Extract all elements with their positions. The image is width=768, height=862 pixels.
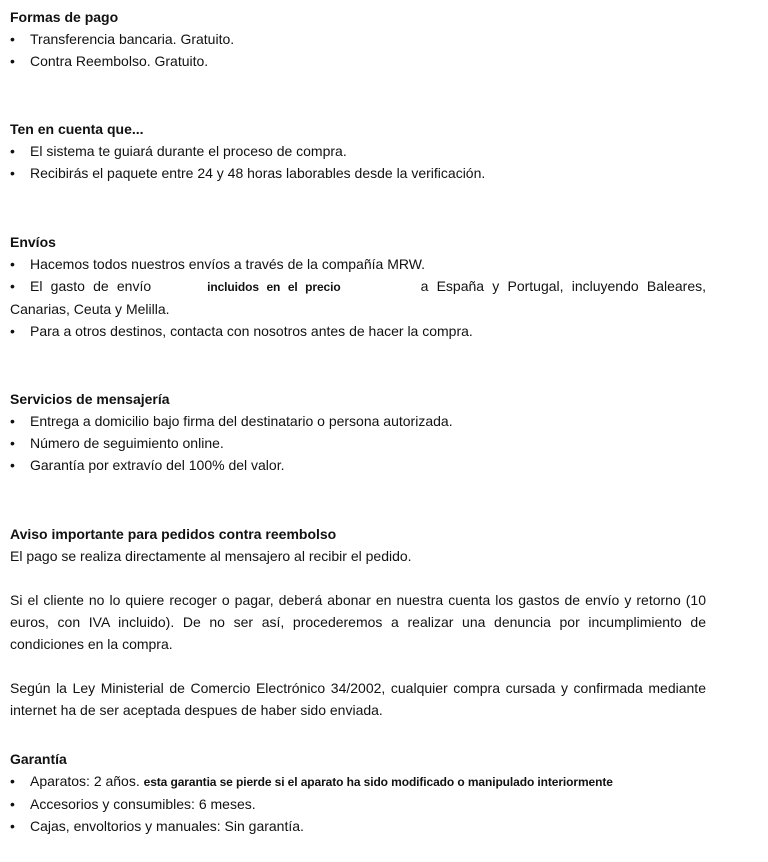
payment-methods-section bbox=[10, 6, 706, 72]
list-item: • Transferencia bancaria. Gratuito. bbox=[10, 28, 706, 50]
courier-services-list bbox=[10, 410, 706, 476]
bullet-icon: • bbox=[10, 31, 15, 47]
cod-notice-paragraph: El pago se realiza directamente al mensajero al recibir el pedido. bbox=[10, 548, 412, 564]
list-item: • Garantía por extravío del 100% del valor. bbox=[10, 454, 706, 476]
bullet-icon: • bbox=[10, 165, 15, 181]
list-item: • El gasto de envío incluidos en el precio a España y Portugal, incluyendo Baleares, Canarias, Ceuta y Melilla. bbox=[10, 275, 706, 320]
cod-notice-paragraph: Si el cliente no lo quiere recoger o pagar, deberá abonar en nuestra cuenta los gastos de envío y retorno (10 euros, con IVA incluido). De no ser así, procederemos a realizar una denuncia por incumplimiento de condiciones en la compra. bbox=[10, 592, 706, 652]
notes-list bbox=[10, 140, 706, 184]
cod-notice-title: Aviso importante para pedidos contra reembolso bbox=[10, 526, 337, 542]
warranty-void-notice: esta garantia se pierde si el aparato ha sido modificado o manipulado interiormente bbox=[143, 775, 613, 789]
shipping-title: Envíos bbox=[10, 234, 56, 250]
courier-services-section bbox=[10, 388, 706, 476]
shipping-section bbox=[10, 231, 706, 342]
bullet-icon: • bbox=[10, 256, 15, 272]
bullet-icon: • bbox=[10, 53, 15, 69]
list-item: • Aparatos: 2 años. esta garantia se pierde si el aparato ha sido modificado o manipulado interiormente bbox=[10, 770, 706, 793]
notes-title: Ten en cuenta que... bbox=[10, 121, 144, 137]
bullet-icon: • bbox=[10, 435, 15, 451]
list-item: • Para a otros destinos, contacta con nosotros antes de hacer la compra. bbox=[10, 320, 706, 342]
list-item: • Número de seguimiento online. bbox=[10, 432, 706, 454]
list-item: • Recibirás el paquete entre 24 y 48 horas laborables desde la verificación. bbox=[10, 162, 706, 184]
payment-methods-title: Formas de pago bbox=[10, 9, 119, 25]
notes-section bbox=[10, 118, 706, 184]
payment-methods-list bbox=[10, 28, 706, 72]
courier-services-title: Servicios de mensajería bbox=[10, 391, 170, 407]
list-item: • El sistema te guiará durante el proceso de compra. bbox=[10, 140, 706, 162]
shipping-list bbox=[10, 253, 706, 342]
bullet-icon: • bbox=[10, 796, 15, 812]
list-item: • Hacemos todos nuestros envíos a través de la compañía MRW. bbox=[10, 253, 706, 275]
list-item: • Entrega a domicilio bajo firma del destinatario o persona autorizada. bbox=[10, 410, 706, 432]
cod-notice-paragraph: Según la Ley Ministerial de Comercio Electrónico 34/2002, cualquier compra cursada y confirmada mediante internet ha de ser aceptada despues de haber sido enviada. bbox=[10, 680, 706, 718]
list-item: • Cajas, envoltorios y manuales: Sin garantía. bbox=[10, 815, 706, 837]
bullet-icon: • bbox=[10, 773, 15, 789]
bullet-icon: • bbox=[10, 818, 15, 834]
bullet-icon: • bbox=[10, 278, 15, 294]
bullet-icon: • bbox=[10, 457, 15, 473]
bullet-icon: • bbox=[10, 143, 15, 159]
warranty-list bbox=[10, 770, 706, 837]
warranty-title: Garantía bbox=[10, 751, 67, 767]
bullet-icon: • bbox=[10, 413, 15, 429]
list-item: • Accesorios y consumibles: 6 meses. bbox=[10, 793, 706, 815]
warranty-section bbox=[10, 748, 706, 837]
list-item: • Contra Reembolso. Gratuito. bbox=[10, 50, 706, 72]
cod-notice-section bbox=[10, 523, 706, 721]
bullet-icon: • bbox=[10, 323, 15, 339]
shipping-cost-included-text: incluidos en el precio bbox=[207, 280, 341, 294]
